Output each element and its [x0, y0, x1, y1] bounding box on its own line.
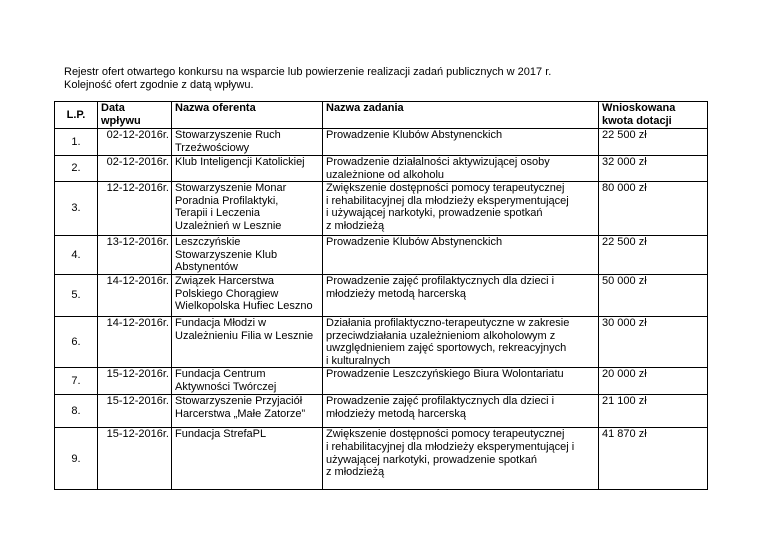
- row-task: Prowadzenie Klubów Abstynenckich: [323, 236, 599, 275]
- row-amount: 30 000 zł: [599, 316, 708, 367]
- row-offeror: Fundacja Młodzi w Uzależnieniu Filia w Lesznie: [172, 316, 323, 367]
- header-date: Data wpływu: [98, 102, 172, 129]
- table-header-row: [55, 102, 708, 129]
- table-row: [55, 182, 708, 236]
- table-row: [55, 156, 708, 182]
- row-task: Prowadzenie działalności aktywizującej osoby uzależnione od alkoholu: [323, 156, 599, 182]
- row-offeror: Stowarzyszenie Monar Poradnia Profilaktyki, Terapii i Leczenia Uzależnień w Lesznie: [172, 182, 323, 236]
- row-task: Działania profilaktyczno-terapeutyczne w zakresie przeciwdziałania uzależnieniom alkoholowym z uwzględnieniem zajęć sportowych, rekreacyjnych i kulturalnych: [323, 316, 599, 367]
- table-row: [55, 395, 708, 428]
- row-task: Zwiększenie dostępności pomocy terapeutycznej i rehabilitacyjnej dla młodzieży eksperymentującej i używającej narkotyki, prowadzenie spotkań z młodzieżą: [323, 182, 599, 236]
- row-amount: 50 000 zł: [599, 274, 708, 316]
- document-heading: [64, 66, 551, 92]
- row-offeror: Związek Harcerstwa Polskiego Chorągiew Wielkopolska Hufiec Leszno: [172, 274, 323, 316]
- row-date: 13-12-2016r.: [98, 236, 172, 275]
- row-number: 6.: [55, 316, 98, 367]
- row-number: 2.: [55, 156, 98, 182]
- table-row: [55, 236, 708, 275]
- row-number: 4.: [55, 236, 98, 275]
- row-amount: 32 000 zł: [599, 156, 708, 182]
- row-task: Prowadzenie zajęć profilaktycznych dla dzieci i młodzieży metodą harcerską: [323, 274, 599, 316]
- table-row: [55, 368, 708, 395]
- row-amount: 80 000 zł: [599, 182, 708, 236]
- row-date: 14-12-2016r.: [98, 316, 172, 367]
- table-row: [55, 129, 708, 156]
- table-row: [55, 316, 708, 367]
- row-amount: 22 500 zł: [599, 129, 708, 156]
- row-amount: 22 500 zł: [599, 236, 708, 275]
- row-date: 15-12-2016r.: [98, 428, 172, 490]
- row-task: Prowadzenie zajęć profilaktycznych dla dzieci i młodzieży metodą harcerską: [323, 395, 599, 428]
- row-date: 15-12-2016r.: [98, 368, 172, 395]
- header-task: Nazwa zadania: [323, 102, 599, 129]
- row-offeror: Stowarzyszenie Ruch Trzeźwościowy: [172, 129, 323, 156]
- row-offeror: Fundacja StrefaPL: [172, 428, 323, 490]
- row-offeror: Klub Inteligencji Katolickiej: [172, 156, 323, 182]
- row-date: 15-12-2016r.: [98, 395, 172, 428]
- row-number: 1.: [55, 129, 98, 156]
- row-date: 02-12-2016r.: [98, 129, 172, 156]
- row-number: 8.: [55, 395, 98, 428]
- row-date: 14-12-2016r.: [98, 274, 172, 316]
- offers-register-table: [54, 101, 708, 490]
- row-amount: 41 870 zł: [599, 428, 708, 490]
- row-offeror: Fundacja Centrum Aktywności Twórczej: [172, 368, 323, 395]
- header-amount: Wnioskowana kwota dotacji: [599, 102, 708, 129]
- row-task: Prowadzenie Klubów Abstynenckich: [323, 129, 599, 156]
- row-number: 3.: [55, 182, 98, 236]
- table-row: [55, 428, 708, 490]
- row-number: 7.: [55, 368, 98, 395]
- row-date: 12-12-2016r.: [98, 182, 172, 236]
- row-date: 02-12-2016r.: [98, 156, 172, 182]
- table-row: [55, 274, 708, 316]
- row-amount: 20 000 zł: [599, 368, 708, 395]
- row-offeror: Leszczyńskie Stowarzyszenie Klub Abstynentów: [172, 236, 323, 275]
- row-task: Zwiększenie dostępności pomocy terapeutycznej i rehabilitacyjnej dla młodzieży eksperymentującej i używającej narkotyki, prowadzenie spotkań z młodzieżą: [323, 428, 599, 490]
- heading-line-2: Kolejność ofert zgodnie z datą wpływu.: [64, 79, 254, 91]
- row-number: 9.: [55, 428, 98, 490]
- header-lp: L.P.: [55, 102, 98, 129]
- row-amount: 21 100 zł: [599, 395, 708, 428]
- heading-line-1: Rejestr ofert otwartego konkursu na wsparcie lub powierzenie realizacji zadań publicznych w 2017 r.: [64, 66, 552, 78]
- row-number: 5.: [55, 274, 98, 316]
- row-task: Prowadzenie Leszczyńskiego Biura Wolontariatu: [323, 368, 599, 395]
- row-offeror: Stowarzyszenie Przyjaciół Harcerstwa „Małe Zatorze”: [172, 395, 323, 428]
- header-offeror: Nazwa oferenta: [172, 102, 323, 129]
